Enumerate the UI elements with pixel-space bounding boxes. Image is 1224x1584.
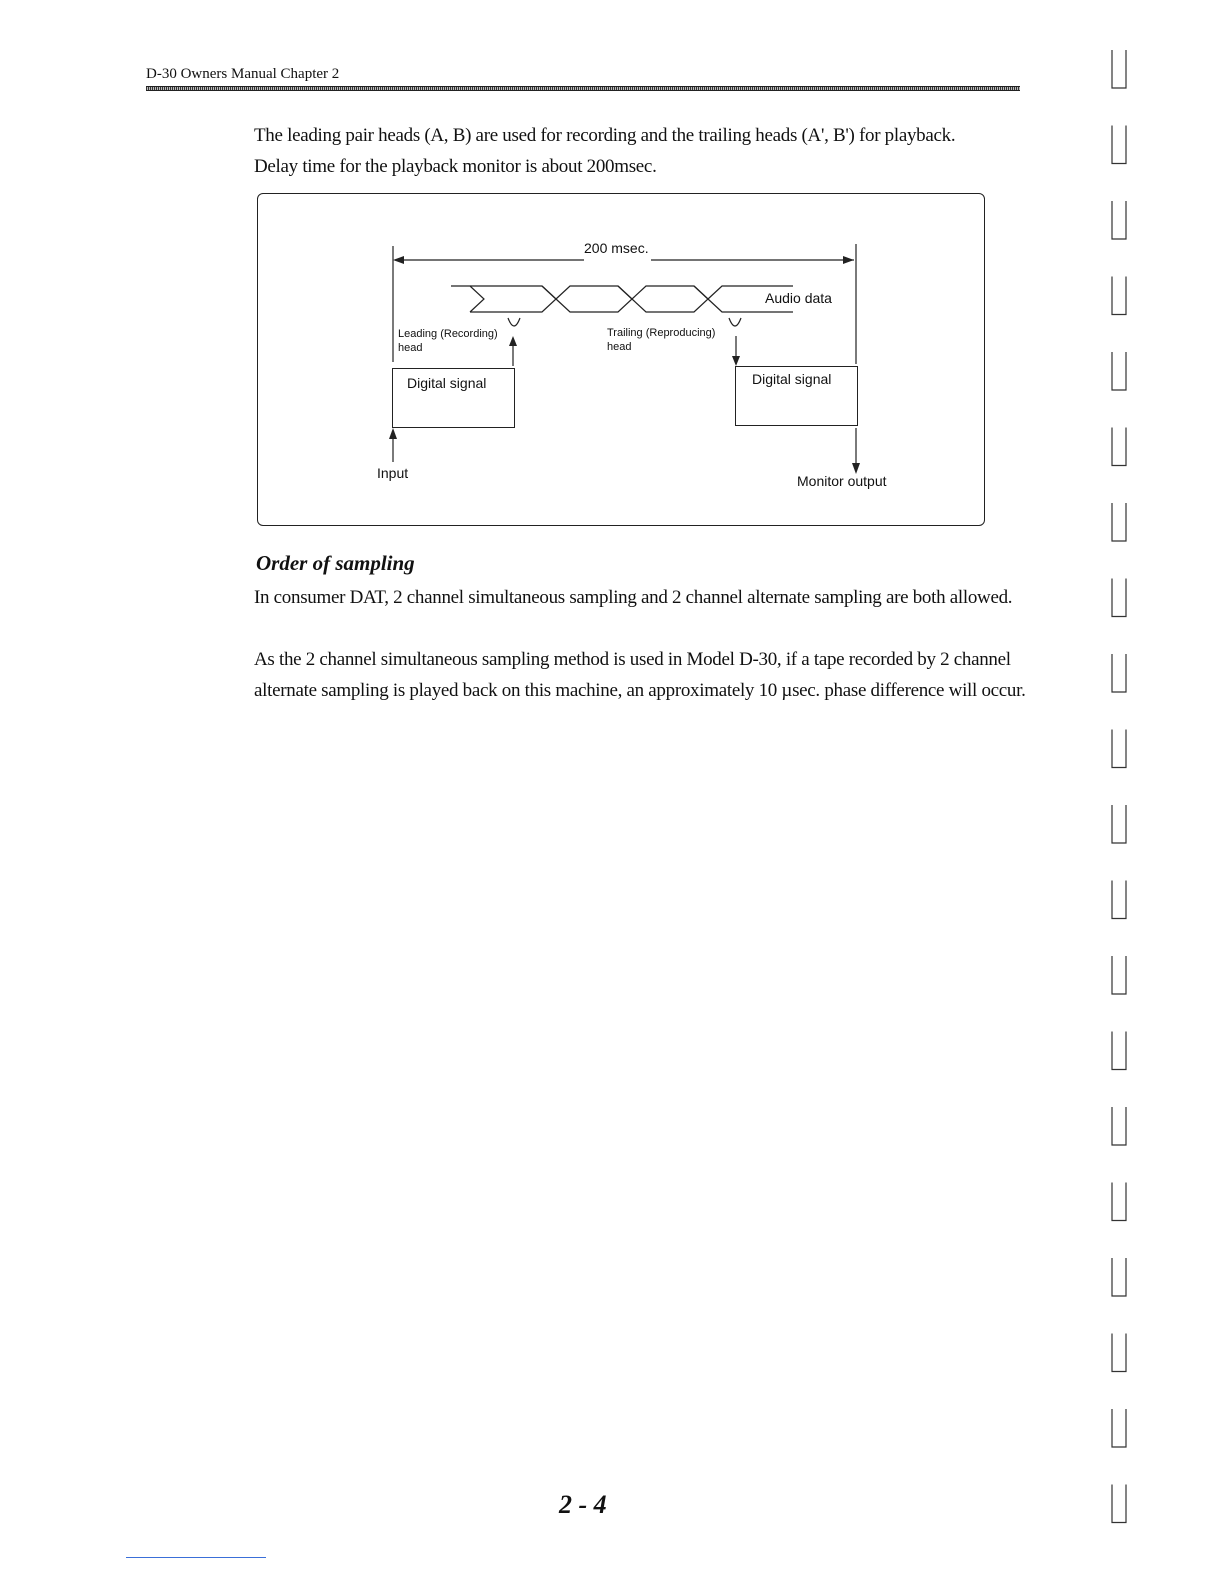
digital-signal-label-output: Digital signal — [752, 371, 832, 387]
binder-hole-mark — [1112, 1107, 1126, 1145]
audio-data-label: Audio data — [765, 290, 832, 306]
header-rule — [146, 86, 1020, 91]
page-number: 2 - 4 — [559, 1490, 607, 1519]
binder-hole-mark — [1112, 1183, 1126, 1221]
binder-hole-mark — [1112, 277, 1126, 315]
leading-head-label: Leading (Recording) — [398, 328, 498, 340]
leading-head-symbol — [508, 318, 520, 326]
monitor-output-label: Monitor output — [797, 473, 887, 489]
audio-seg-2 — [542, 286, 632, 312]
leading-head-arrowhead — [509, 336, 517, 346]
section-paragraph-2: As the 2 channel simultaneous sampling method is used in Model D-30, if a tape recorded by 2 channel alternate sampling is played back on this machine, an approximately 10 µsec. phase difference will occur. — [254, 649, 1026, 701]
running-header: D-30 Owners Manual Chapter 2 — [146, 66, 340, 82]
binder-hole-mark — [1112, 1032, 1126, 1070]
section-paragraph-1: In consumer DAT, 2 channel simultaneous sampling and 2 channel alternate sampling are both allowed. — [254, 587, 1013, 608]
binder-hole-mark — [1112, 1485, 1126, 1523]
binder-hole-mark — [1112, 881, 1126, 919]
head-delay-diagram — [257, 193, 985, 526]
input-arrowhead — [389, 428, 397, 439]
audio-seg-3 — [618, 286, 708, 312]
trailing-head-label-2: head — [607, 341, 632, 353]
binder-hole-mark — [1112, 126, 1126, 164]
leading-head-label-2: head — [398, 342, 423, 354]
digital-signal-box-output — [735, 366, 858, 426]
binder-hole-mark — [1112, 956, 1126, 994]
trailing-head-label: Trailing (Reproducing) — [607, 327, 716, 339]
trailing-head-arrowhead — [732, 356, 740, 366]
binder-hole-mark — [1112, 579, 1126, 617]
binder-hole-mark — [1112, 654, 1126, 692]
delay-arrow-left — [393, 256, 404, 264]
digital-signal-label-input: Digital signal — [407, 375, 487, 391]
footer-line — [126, 1557, 266, 1558]
delay-label: 200 msec. — [584, 240, 649, 256]
delay-arrow-right — [843, 256, 854, 264]
binder-hole-mark — [1112, 1334, 1126, 1372]
binder-hole-mark — [1112, 1258, 1126, 1296]
binder-hole-mark — [1112, 352, 1126, 390]
section-heading: Order of sampling — [256, 551, 415, 575]
binder-holes — [1110, 46, 1130, 1526]
trailing-head-symbol — [729, 318, 741, 326]
binder-hole-mark — [1112, 1409, 1126, 1447]
digital-signal-box-input — [392, 368, 515, 428]
binder-hole-mark — [1112, 503, 1126, 541]
binder-hole-mark — [1112, 201, 1126, 239]
binder-hole-mark — [1112, 50, 1126, 88]
audio-seg-start — [451, 286, 484, 312]
audio-seg-1 — [470, 286, 556, 312]
binder-hole-mark — [1112, 428, 1126, 466]
binder-hole-mark — [1112, 730, 1126, 768]
binder-hole-mark — [1112, 805, 1126, 843]
input-label: Input — [377, 465, 409, 481]
intro-paragraph: The leading pair heads (A, B) are used for recording and the trailing heads (A', B') for playback. Delay time for the playback monitor is about 200msec. — [254, 125, 956, 177]
